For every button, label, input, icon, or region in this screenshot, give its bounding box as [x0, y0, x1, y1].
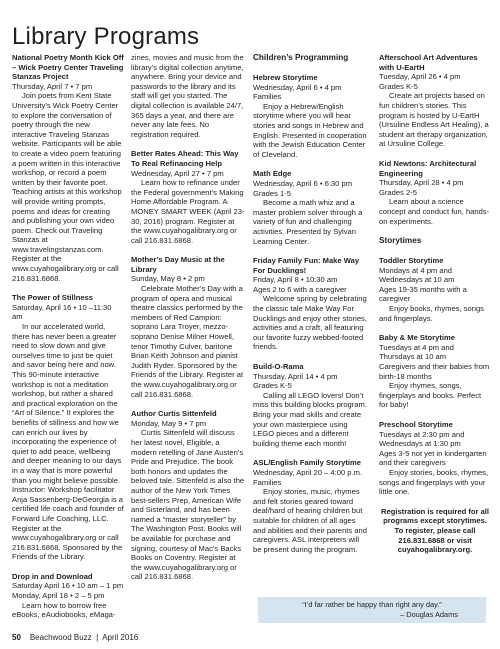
event-description: Join poets from Kent State University’s Wick Poetry Center to explore the conversation of poetry through the new interactive Traveling Stanzas website. Participants will be able to create a video poem featuring a poem written in this interactive workshop, or record a poem written by their favorite poet. Teaching artists at this workshop will provide writing prompts, poems and ideas for creating and publishing your own video poem. Check out Traveling Stanzas at www.travelingstanzas.com. Register at the www.cuyahogalibrary.org or call 216.831.6868.	[12, 91, 122, 283]
event-meta: Families	[253, 477, 282, 487]
quote-text: “I’d far rather be happy than right any day.”	[302, 600, 442, 609]
event-description: Enjoy rhymes, songs, fingerplays and books. Perfect for baby!	[379, 381, 482, 410]
event-meta: Grades K-5	[253, 381, 292, 391]
event-title: Toddler Storytime	[379, 256, 444, 266]
event-description: Learn about a science concept and conduct fun, hands-on experiments.	[379, 197, 490, 226]
event-block	[379, 420, 491, 497]
event-block	[253, 256, 369, 352]
event-title: ASL/English Family Storytime	[253, 458, 362, 468]
event-meta: Ages 3-5 not yet in kindergarten and their caregivers	[379, 448, 487, 468]
event-meta: Grades 1-5	[253, 188, 291, 198]
event-meta: Tuesdays at 4 pm and	[379, 342, 454, 352]
quote-box	[258, 597, 486, 623]
event-meta: Wednesday, April 27 • 7 pm	[131, 168, 224, 178]
event-title: Mother’s Day Music at the Library	[131, 255, 225, 274]
event-meta: Families	[253, 92, 282, 102]
event-title: Friday Family Fun: Make Way For Ducklings!	[253, 256, 360, 275]
event-meta: Caregivers and their babies from birth-18 months	[379, 362, 490, 381]
publication-name: Beachwood Buzz	[29, 633, 92, 642]
event-meta: Friday, April 8 • 10:30 am	[253, 275, 338, 285]
event-meta: Ages 19-35 months with a caregiver	[379, 284, 467, 304]
column-2	[131, 53, 247, 592]
event-description: Create art projects based on fun children’s stories. This program is hosted by U-EartH (Ursuline Endless Art Healing), a student art therapy organization, at Ursuline College.	[379, 91, 489, 149]
event-title: Kid Newtons: Architectural Engineering	[379, 158, 477, 178]
event-description: Enjoy stories, music, rhymes and felt stories geared toward deaf/hard of hearing children but suitable for children of all ages and abilities and their parents and caregivers. ASL interpreters will be present during the program.	[253, 487, 367, 554]
section-heading: Storytimes	[379, 236, 422, 246]
event-description: In our accelerated world, there has never been a greater need to slow down and give ourselves time to just be quiet and savor being here and now. This 90-minute interactive workshop is not a meditation workshop, but rather a shared and practical exploration on the “Art of Silence.” It explores the benefits of stillness and how we can enrich our lives by incorporating the experience of quiet to add peace, wellbeing and deeper meaning to our days in a way that is more powerful than you might believe possible. Instructor: Workshop facilitator Anja Sassenberg-DeGeorgia is a certified life coach and founder of Forward Life Coaching, LLC. Register at the www.cuyahogalibrary.org or call 216.831.6868. Sponsored by the Friends of the Library.	[12, 322, 124, 562]
event-meta: Sunday, May 8 • 2 pm	[131, 274, 205, 284]
event-meta: Wednesday, April 6 • 4 pm	[253, 82, 342, 92]
event-title: Preschool Storytime	[379, 420, 453, 429]
event-meta: Thursdays at 10 am	[379, 352, 447, 362]
event-block	[12, 53, 124, 283]
event-meta: Thursday, April 28 • 4 pm	[379, 178, 464, 188]
event-block	[379, 159, 491, 226]
event-meta: Wednesdays at 1:30 pm	[379, 439, 461, 449]
event-title: Build-O-Rama	[253, 362, 304, 372]
event-description: Become a math whiz and a master problem solver through a variety of fun and challenging activities. Presented by Sylvan Learning Center.	[253, 198, 363, 246]
event-block	[253, 169, 369, 246]
event-block	[131, 409, 247, 582]
event-title: The Power of Stillness	[12, 293, 94, 303]
event-meta: Wednesday, April 6 • 6:30 pm	[253, 178, 353, 188]
event-meta: Wednesday, April 20 – 4:00 p.m.	[253, 467, 363, 477]
event-meta: Thursday, April 14 • 4 pm	[253, 371, 338, 381]
event-block	[12, 293, 124, 562]
event-title: Better Rates Ahead: This Way To Real Refinancing Help	[131, 149, 239, 168]
event-block	[253, 362, 369, 448]
event-description: Enjoy books, rhymes, songs and fingerplays.	[379, 304, 484, 323]
page-title: Library Programs	[12, 23, 200, 50]
event-block	[253, 73, 369, 159]
event-title: National Poetry Month Kick Off – Wick Poetry Center Traveling Stanzas Project	[12, 53, 124, 82]
event-description: Learn how to refinance under the Federal government’s Making Home Affordable Program. A MONEY SMART WEEK (April 23-30, 2016) program. Register at the www.cuyahogalibrary.org or call 216.831.6868.	[131, 178, 245, 245]
event-meta: Grades 2-5	[379, 187, 417, 197]
event-description: Calling all LEGO lovers! Don’t miss this building blocks program. Bring your mad skills and create your own masterpiece using LEGO pieces and a different building theme each month!	[253, 390, 367, 448]
event-title: Afterschool Art Adventures with U-EartH	[379, 53, 478, 72]
event-description: Celebrate Mother’s Day with a program of opera and musical theatre classics performed by the members of Red Campion: soprano Lara Troyer, mezzo-soprano Denise Milner Howell, tenor Timothy Culver, baritone Brian Keith Johnson and pianist Judith Ryder. Sponsored by the Friends of the Library. Register at the www.cuyahogalibrary.org or call 216.831.6868.	[131, 284, 244, 399]
event-block	[12, 572, 124, 620]
column-1	[12, 53, 124, 630]
event-title: Baby & Me Storytime	[379, 333, 455, 343]
event-title: Author Curtis Sittenfeld	[131, 409, 217, 419]
event-block	[253, 458, 369, 554]
event-block	[131, 255, 247, 399]
event-title: Drop in and Download	[12, 571, 93, 581]
event-description: Welcome spring by celebrating the classic tale Make Way For Ducklings and enjoy other stories, activities and a craft, all featuring our favorite fuzzy webbed-footed friends.	[253, 294, 367, 352]
event-meta: Tuesdays at 2:30 pm and	[379, 429, 465, 439]
event-description: Curtis Sittenfeld will discuss her latest novel, Eligible, a modern retelling of Jane Austen’s Pride and Prejudice. The book both honors and updates the beloved tale. Sittenfeld is also the author of the New York Times best-sellers Prep, American Wife and Sisterland, and has been named a “master storyteller” by The Washington Post. Books will be available for purchase and signing, courtesy of Mac’s Backs Books on Coventry. Register at the www.cuyahogalibrary.org or call 216.831.6868.	[131, 428, 245, 582]
event-block	[379, 333, 491, 410]
event-meta: Mondays at 4 pm and	[379, 265, 453, 275]
event-block	[379, 256, 491, 323]
event-meta: Monday, May 9 • 7 pm	[131, 418, 207, 428]
event-description: zines, movies and music from the library’s digital collection anytime, anywhere. Bring your device and passwords to the library and its staff will get you started. The digital collection is available 24/7, 365 days a year, and there are never any late fees. No registration required.	[131, 53, 244, 139]
event-meta: Thursday, April 7 • 7 pm	[12, 81, 93, 91]
event-meta: Wednesdays at 10 am	[379, 275, 455, 285]
column-4	[379, 53, 491, 555]
event-description: Enjoy stories, books, rhymes, songs and fingerplays with your little one.	[379, 467, 489, 497]
event-meta: Monday, April 18 • 2 – 5 pm	[12, 591, 105, 601]
event-meta: Saturday, April 16 • 10 –11:30 am	[12, 302, 112, 322]
event-block	[131, 149, 247, 245]
event-description: Enjoy a Hebrew/English storytime where you will hear stories and songs in Hebrew and English. Presented in cooperation with the Jewish Education Center of Cleveland.	[253, 101, 367, 159]
quote-attribution: – Douglas Adams	[400, 610, 458, 619]
section-heading: Children’s Programming	[253, 53, 349, 62]
event-description: Learn how to borrow free eBooks, eAudiobooks, eMaga-	[12, 600, 116, 620]
event-meta: Ages 2 to 6 with a caregiver	[253, 284, 347, 294]
page-number: 50	[12, 633, 21, 642]
event-title: Hebrew Storytime	[253, 73, 318, 82]
event-meta: Grades K-5	[379, 81, 418, 91]
event-meta: Saturday April 16 • 10 am – 1 pm	[12, 581, 124, 591]
issue-date: April 2016	[102, 633, 139, 642]
event-block	[379, 53, 491, 149]
column-3	[253, 53, 369, 564]
registration-note: Registration is required for all programs except storytimes. To register, please call 216.831.6868 or visit cuyahogalibrary.org.	[380, 506, 490, 555]
page-footer: 50 Beachwood Buzz | April 2016	[12, 633, 139, 642]
event-block	[131, 53, 247, 139]
event-title: Math Edge	[253, 169, 292, 179]
event-meta: Tuesday, April 26 • 4 pm	[379, 72, 461, 82]
